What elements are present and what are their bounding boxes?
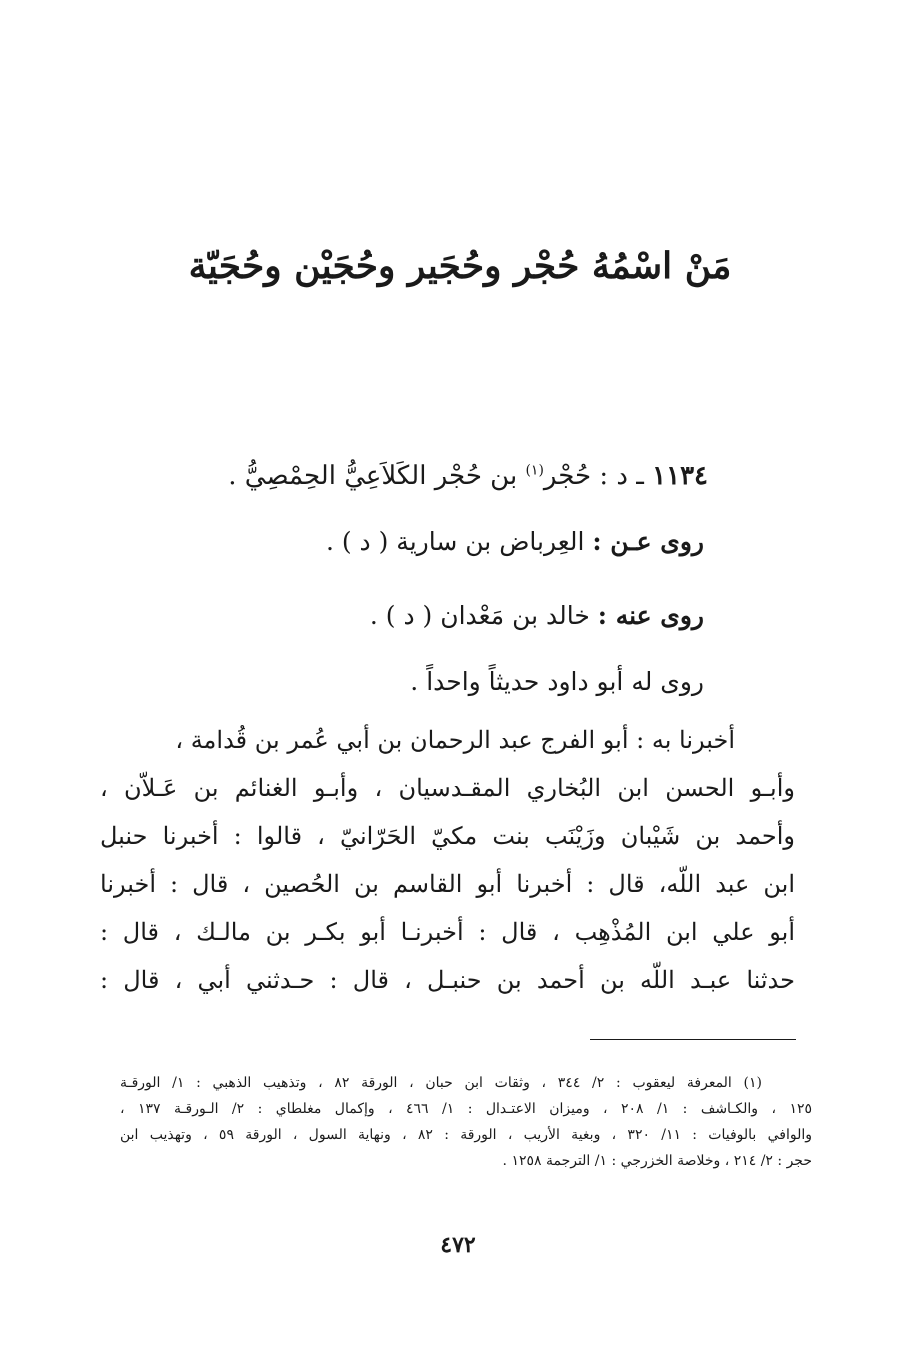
footnote-line: ١٢٥ ، والكـاشف : ١/ ٢٠٨ ، وميزان الاعتـدال : ١/ ٤٦٦ ، وإكمال مغلطاي : ٢/ الـورقـة ١٣٧ ، (120, 1101, 813, 1117)
entry-name-rest: بن حُجْر الكَلاَعِيُّ الحِمْصِيُّ . (228, 461, 518, 491)
narrated-by-line (104, 596, 704, 636)
footnote-line: والوافي بالوفيات : ١١/ ٣٢٠ ، وبغية الأريب ، الورقة : ٨٢ ، ونهاية السول ، الورقة ٥٩ ، وتهذيب ابن (120, 1127, 813, 1143)
paragraph-line: وأبـو الحسن ابن البُخاري المقـدسيان ، وأبـو الغنائم بن عَـلاّن ، (100, 774, 795, 802)
paragraph-line: ابن عبد اللّه، قال : أخبرنا أبو القاسم بن الحُصين ، قال : أخبرنا (100, 870, 795, 898)
footnotes (120, 1070, 812, 1174)
entry-name: حُجْر (543, 461, 592, 491)
paragraph-line: حدثنا عبـد اللّه بن أحمد بن حنبـل ، قال : حـدثني أبي ، قال : (100, 966, 795, 994)
narrated-from-value: العِرباض بن سارية ( د ) . (325, 527, 585, 556)
page-number: ٤٧٢ (440, 1232, 476, 1258)
paragraph-line: وأحمد بن شَيْبان وزَيْنَب بنت مكيّ الحَرّانيّ ، قالوا : أخبرنا حنبل (100, 822, 795, 850)
footnote-line: (١) المعرفة ليعقوب : ٢/ ٣٤٤ ، وثقات ابن حبان ، الورقة ٨٢ ، وتذهيب الذهبي : ١/ الورقـة (120, 1075, 762, 1091)
entry-code: ـ د : (599, 461, 644, 491)
footnote-divider (590, 1039, 796, 1040)
narrated-by-label: روى عنه : (597, 601, 704, 630)
section-heading: مَنْ اسْمُهُ حُجْر وحُجَير وحُجَيْن وحُجَيّة (188, 245, 732, 287)
entry-number: ١١٣٤ (652, 461, 708, 491)
paragraph-line: أبو علي ابن المُذْهِب ، قال : أخبرنـا أبو بكـر بن مالـك ، قال : (100, 918, 795, 946)
footnote-line: حجر : ٢/ ٢١٤ ، وخلاصة الخزرجي : ١/ الترجمة ١٢٥٨ . (502, 1153, 812, 1169)
narrated-from-label: روى عـن : (592, 527, 704, 556)
paragraph-line: أخبرنا به : أبو الفرج عبد الرحمان بن أبي عُمر بن قُدامة ، (175, 726, 735, 754)
entry-note: روى له أبو داود حديثاً واحداً . (410, 667, 704, 696)
entry-title-line (108, 456, 708, 496)
isnad-paragraph (100, 716, 795, 1004)
narrated-by-value: خالد بن مَعْدان ( د ) . (369, 601, 590, 630)
footnote-reference[interactable]: (١) (525, 462, 544, 479)
narrated-from-line (104, 522, 704, 562)
